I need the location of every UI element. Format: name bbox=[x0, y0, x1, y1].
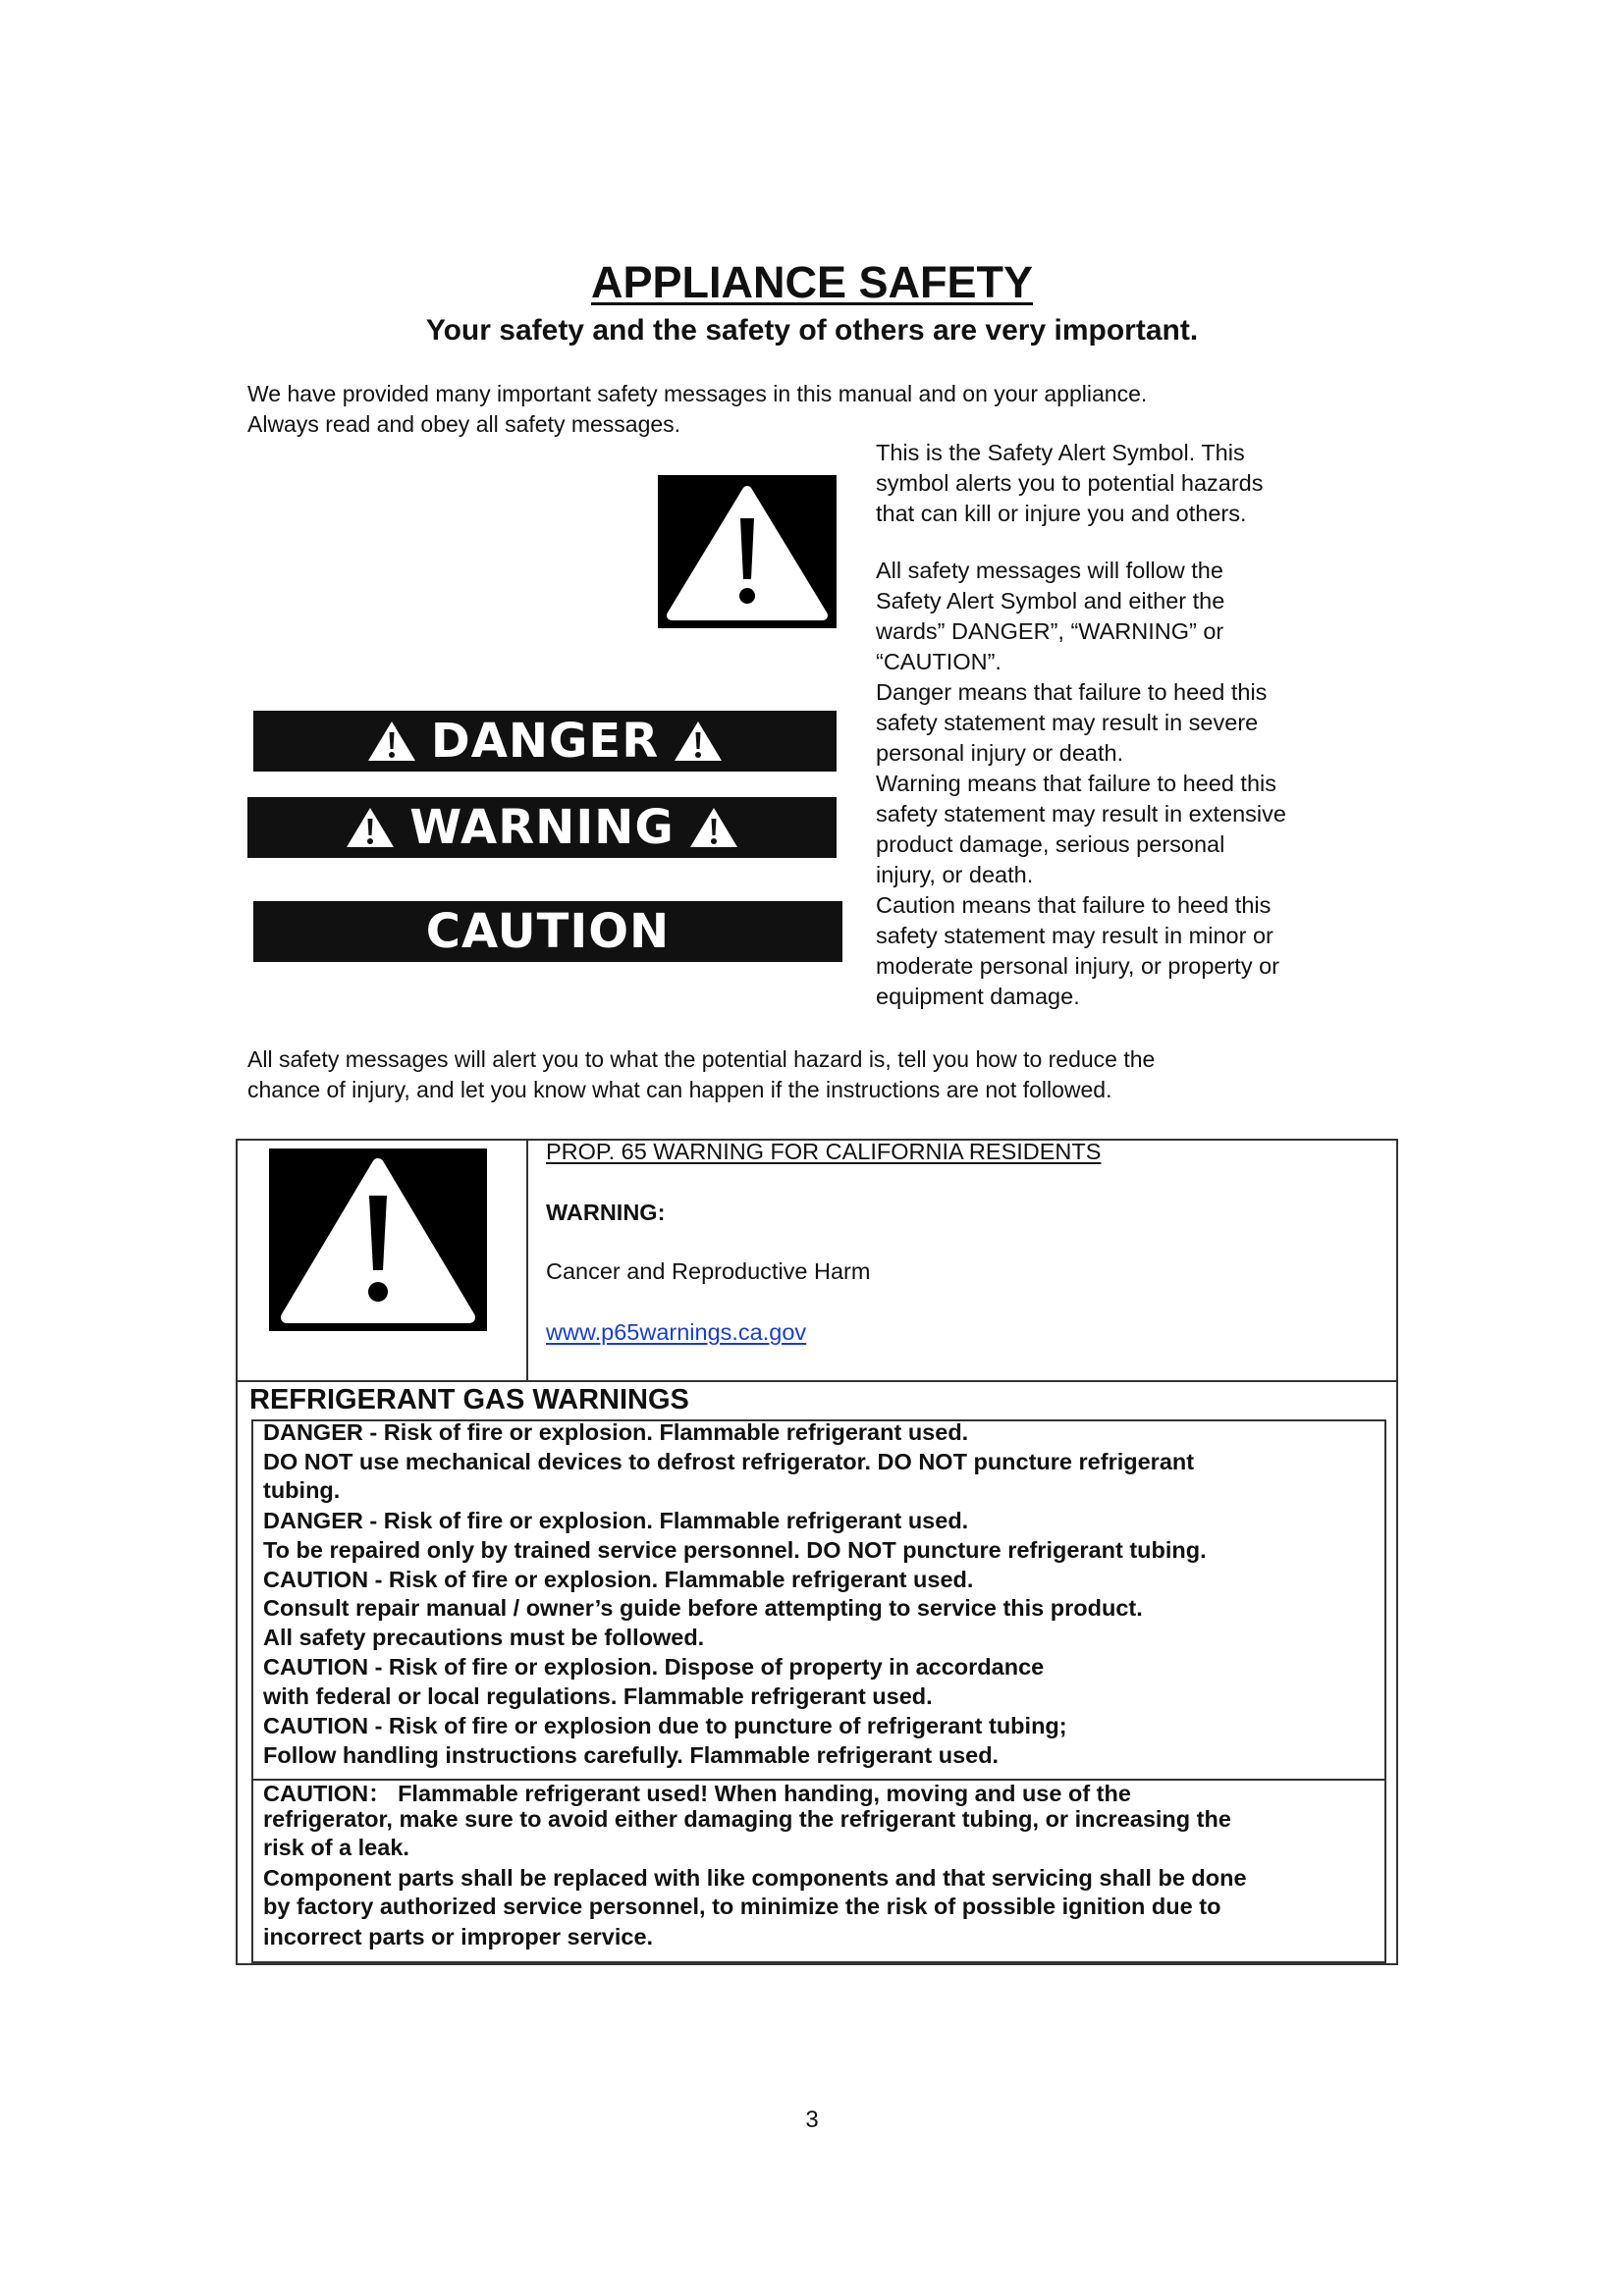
warning-triangle-icon bbox=[269, 1148, 487, 1331]
alert-line: Caution means that failure to heed this bbox=[876, 892, 1272, 918]
alert-line: injury, or death. bbox=[876, 862, 1034, 887]
alert-line: moderate personal injury, or property or bbox=[876, 953, 1280, 979]
alert-explanation bbox=[876, 438, 1347, 1012]
refrigerant-warning-line: DANGER - Risk of fire or explosion. Flammable refrigerant used. bbox=[263, 1419, 969, 1445]
intro-line: We have provided many important safety messages in this manual and on your appliance. bbox=[247, 381, 1148, 406]
refrigerant-warning-line: CAUTION - Risk of fire or explosion. Flammable refrigerant used. bbox=[263, 1567, 974, 1592]
alert-line: product damage, serious personal bbox=[876, 831, 1225, 857]
alert-line: symbol alerts you to potential hazards bbox=[876, 470, 1264, 496]
refrigerant-warning-line: Follow handling instructions carefully. Flammable refrigerant used. bbox=[263, 1742, 1000, 1768]
warning-triangle-icon bbox=[673, 719, 724, 764]
refrigerant-warning-line: with federal or local regulations. Flammable refrigerant used. bbox=[263, 1683, 933, 1709]
warning-triangle-icon bbox=[658, 475, 837, 628]
page-title: APPLIANCE SAFETY bbox=[590, 257, 1034, 307]
alert-line: safety statement may result in extensive bbox=[876, 801, 1286, 827]
prop65-divider bbox=[526, 1139, 528, 1382]
refrigerant-warning-line: All safety precautions must be followed. bbox=[263, 1625, 705, 1650]
warning-signal-bar bbox=[247, 797, 837, 858]
intro-line: Always read and obey all safety messages. bbox=[247, 411, 681, 437]
prop65-link[interactable]: www.p65warnings.ca.gov bbox=[546, 1319, 807, 1345]
refrigerant-warning-line: risk of a leak. bbox=[263, 1835, 409, 1860]
intro-paragraph bbox=[247, 379, 1377, 440]
alert-line: This is the Safety Alert Symbol. This bbox=[876, 440, 1245, 465]
refrigerant-warning-line: CAUTION - Risk of fire or explosion due to puncture of refrigerant tubing; bbox=[263, 1713, 1067, 1738]
outro-paragraph bbox=[247, 1044, 1377, 1105]
warning-label: WARNING bbox=[409, 800, 675, 855]
alert-line: safety statement may result in minor or bbox=[876, 923, 1273, 948]
alert-line: equipment damage. bbox=[876, 984, 1080, 1009]
refrigerant-warning-line: CAUTION： Flammable refrigerant used! When handing, moving and use of the bbox=[263, 1781, 1131, 1806]
alert-paragraph bbox=[876, 769, 1347, 890]
refrigerant-warning-line: tubing. bbox=[263, 1477, 341, 1503]
outro-line: chance of injury, and let you know what can happen if the instructions are not followed. bbox=[247, 1077, 1112, 1102]
refrigerant-warning-line: incorrect parts or improper service. bbox=[263, 1924, 654, 1949]
alert-paragraph bbox=[876, 677, 1347, 769]
refrigerant-warning-line: by factory authorized service personnel, to minimize the risk of possible ignition due to bbox=[263, 1894, 1221, 1919]
alert-paragraph bbox=[876, 890, 1347, 1012]
alert-line: personal injury or death. bbox=[876, 740, 1124, 766]
refrigerant-warning-line: DO NOT use mechanical devices to defrost refrigerator. DO NOT puncture refrigerant bbox=[263, 1449, 1195, 1474]
alert-line: Danger means that failure to heed this bbox=[876, 679, 1268, 705]
alert-line: safety statement may result in severe bbox=[876, 710, 1259, 735]
alert-paragraph bbox=[876, 438, 1347, 529]
page-number: 3 bbox=[805, 2107, 819, 2133]
refrigerant-warning-line: Component parts shall be replaced with like components and that servicing shall be done bbox=[263, 1865, 1247, 1891]
alert-line: wards” DANGER”, “WARNING” or bbox=[876, 618, 1224, 644]
alert-line: Warning means that failure to heed this bbox=[876, 771, 1276, 796]
caution-signal-bar bbox=[253, 901, 842, 962]
refrigerant-warning-line: CAUTION - Risk of fire or explosion. Dispose of property in accordance bbox=[263, 1654, 1045, 1680]
alert-line: Safety Alert Symbol and either the bbox=[876, 588, 1225, 614]
page-subtitle: Your safety and the safety of others are very important. bbox=[425, 314, 1199, 347]
warning-triangle-icon bbox=[688, 805, 739, 850]
refrigerant-warning-line: DANGER - Risk of fire or explosion. Flammable refrigerant used. bbox=[263, 1508, 969, 1533]
danger-label: DANGER bbox=[430, 714, 660, 769]
prop65-harm: Cancer and Reproductive Harm bbox=[546, 1258, 871, 1284]
refrigerant-warning-line: refrigerator, make sure to avoid either damaging the refrigerant tubing, or increasing the bbox=[263, 1806, 1231, 1832]
outro-line: All safety messages will alert you to what the potential hazard is, tell you how to reduce the bbox=[247, 1046, 1156, 1072]
alert-paragraph bbox=[876, 556, 1347, 677]
alert-line: that can kill or injure you and others. bbox=[876, 501, 1247, 526]
refrigerant-warning-line: Consult repair manual / owner’s guide before attempting to service this product. bbox=[263, 1595, 1143, 1621]
refrigerant-warning-line: To be repaired only by trained service personnel. DO NOT puncture refrigerant tubing. bbox=[263, 1537, 1207, 1563]
warning-triangle-icon bbox=[366, 719, 417, 764]
prop65-heading: PROP. 65 WARNING FOR CALIFORNIA RESIDENTS bbox=[546, 1139, 1102, 1164]
prop65-warning-label: WARNING: bbox=[546, 1200, 666, 1225]
danger-signal-bar bbox=[253, 711, 837, 772]
alert-line: “CAUTION”. bbox=[876, 649, 1001, 674]
refrigerant-heading: REFRIGERANT GAS WARNINGS bbox=[249, 1384, 689, 1415]
alert-line: All safety messages will follow the bbox=[876, 558, 1223, 583]
warning-triangle-icon bbox=[345, 805, 396, 850]
caution-label: CAUTION bbox=[425, 904, 671, 959]
